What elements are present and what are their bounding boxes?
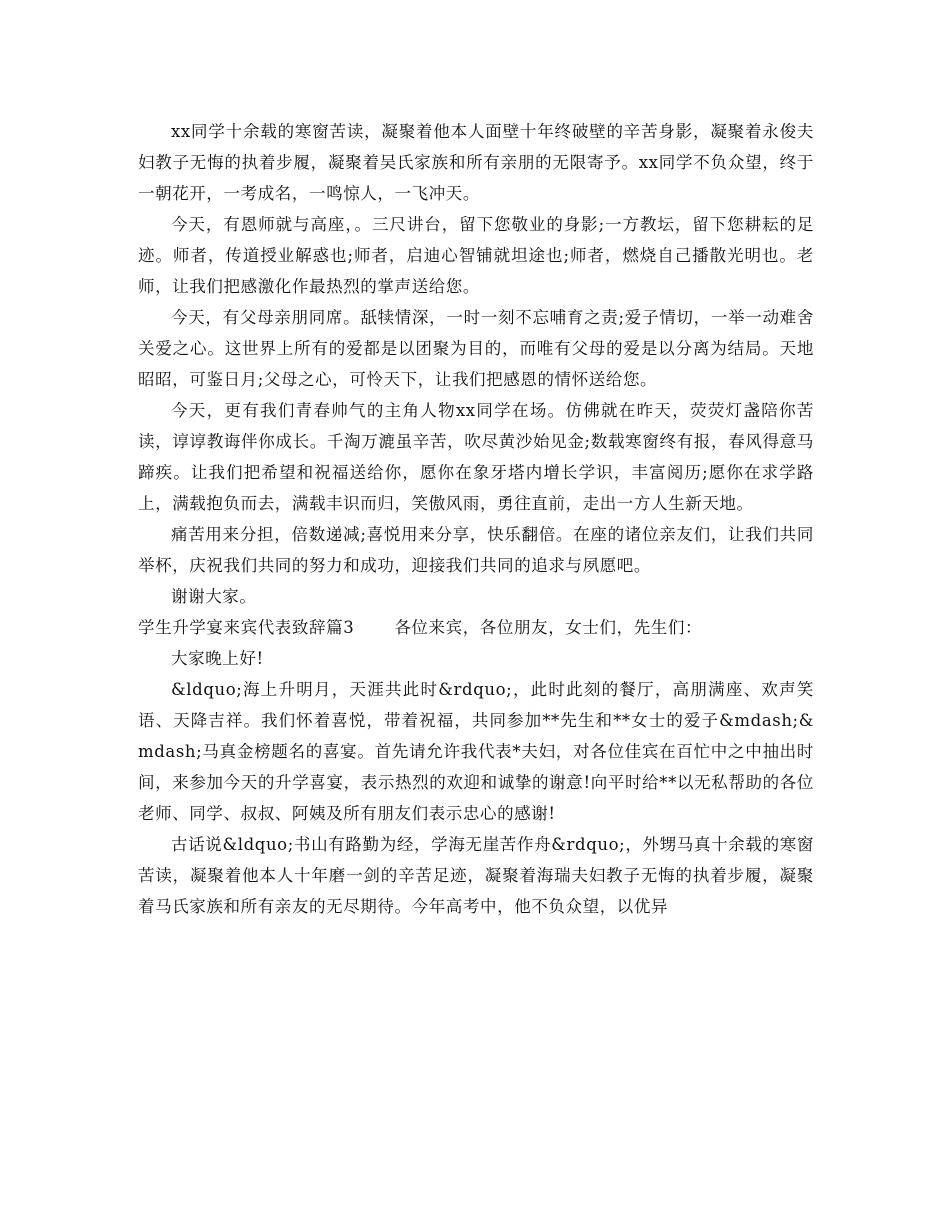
- section-title: 学生升学宴来宾代表致辞篇3: [138, 618, 355, 637]
- paragraph: 今天，有恩师就与高座，。三尺讲台，留下您敬业的身影;一方教坛，留下您耕耘的足迹。师者，传道授业解惑也;师者，启迪心智铺就坦途也;师者，燃烧自己播散光明也。老师，让我们把感激化作最热烈的掌声送给您。: [138, 215, 814, 296]
- paragraph: 今天，更有我们青春帅气的主角人物xx同学在场。仿佛就在昨天，荧荧灯盏陪你苦读，谆谆教诲伴你成长。千淘万漉虽辛苦，吹尽黄沙始见金;数载寒窗终有报，春风得意马蹄疾。让我们把希望和祝福送给你，愿你在象牙塔内增长学识，丰富阅历;愿你在求学路上，满载抱负而去，满载丰识而归，笑傲风雨，勇往直前，走出一方人生新天地。: [138, 401, 814, 513]
- paragraph: 古话说&ldquo;书山有路勤为经，学海无崖苦作舟&rdquo;，外甥马真十余载的寒窗苦读，凝聚着他本人十年磨一剑的辛苦足迹，凝聚着海瑞夫妇教子无悔的执着步履，凝聚着马氏家族和所有亲友的无尽期待。今年高考中，他不负众望，以优异: [138, 835, 814, 916]
- paragraph: xx同学十余载的寒窗苦读，凝聚着他本人面壁十年终破壁的辛苦身影，凝聚着永俊夫妇教子无悔的执着步履，凝聚着吴氏家族和所有亲朋的无限寄予。xx同学不负众望，终于一朝花开，一考成名，一鸣惊人，一飞冲天。: [138, 122, 814, 203]
- paragraph: 痛苦用来分担，倍数递减;喜悦用来分享，快乐翻倍。在座的诸位亲友们，让我们共同举杯，庆祝我们共同的努力和成功，迎接我们共同的追求与夙愿吧。: [138, 525, 814, 575]
- paragraph: &ldquo;海上升明月，天涯共此时&rdquo;，此时此刻的餐厅，高朋满座、欢声笑语、天降吉祥。我们怀着喜悦，带着祝福，共同参加**先生和**女士的爱子&mdash;&mdash;马真金榜题名的喜宴。首先请允许我代表*夫妇，对各位佳宾在百忙中之中抽出时间，来参加今天的升学喜宴，表示热烈的欢迎和诚挚的谢意!向平时给**以无私帮助的各位老师、同学、叔叔、阿姨及所有朋友们表示忠心的感谢!: [138, 680, 814, 823]
- document-body: [138, 116, 814, 922]
- paragraph: 谢谢大家。: [171, 587, 257, 606]
- section-heading-line: [138, 612, 814, 643]
- paragraph: 大家晚上好!: [171, 649, 264, 668]
- paragraph: 今天，有父母亲朋同席。舐犊情深，一时一刻不忘哺育之责;爱子情切，一举一动难舍关爱之心。这世界上所有的爱都是以团聚为目的，而唯有父母的爱是以分离为结局。天地昭昭，可鉴日月;父母之心，可怜天下，让我们把感恩的情怀送给您。: [138, 308, 814, 389]
- section-greeting: 各位来宾，各位朋友，女士们，先生们：: [394, 618, 703, 637]
